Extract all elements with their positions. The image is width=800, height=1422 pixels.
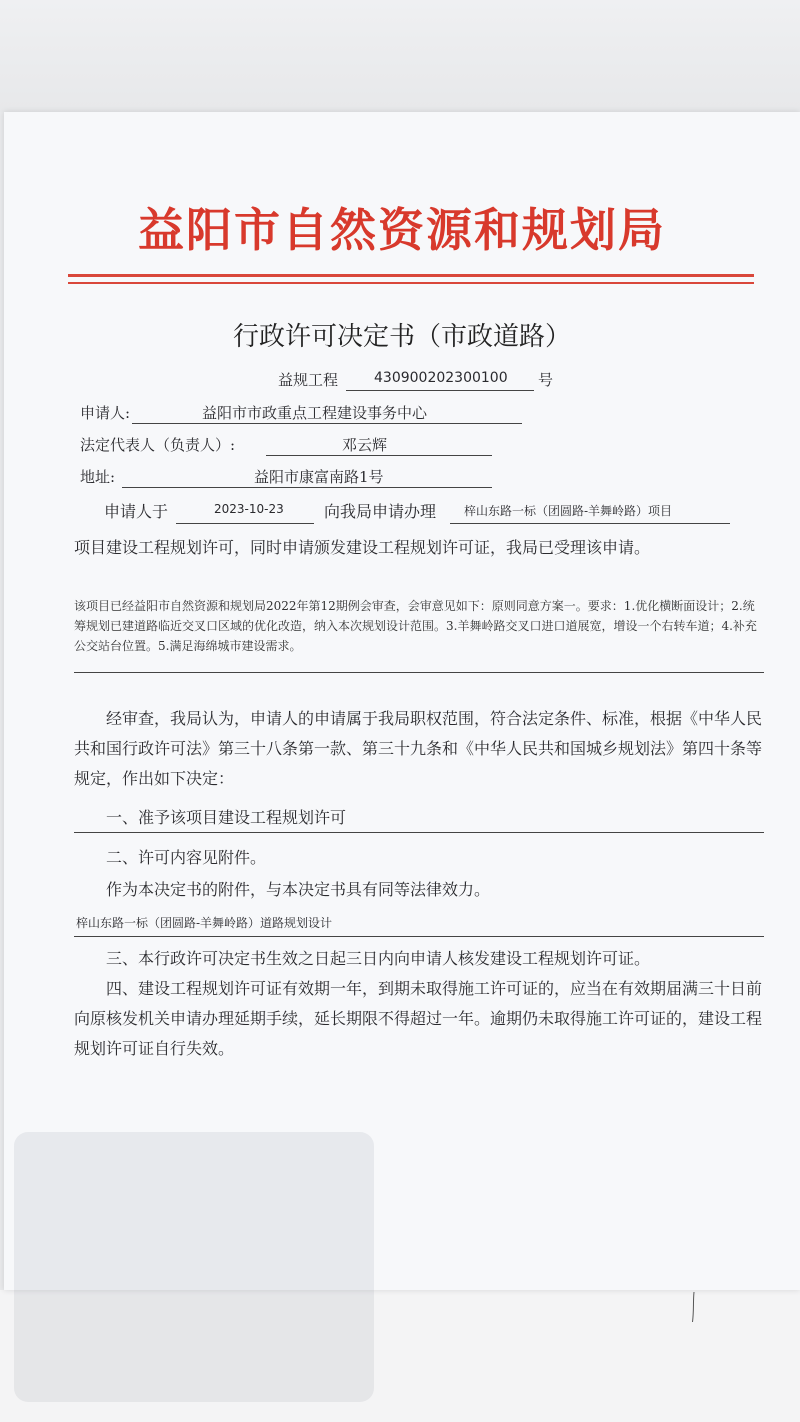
applicant-label: 申请人:: [80, 404, 131, 422]
review-opinion: 该项目已经益阳市自然资源和规划局2022年第12期例会审查，会审意见如下：原则同意方案一。要求：1.优化横断面设计；2.统筹规划已建道路临近交叉口区域的优化改造，纳入本次规划设计范围。3.羊舞岭路交叉口进口道展宽，增设一个右转车道；4.补充公交站台位置。5.满足海绵城市建设需求。: [74, 599, 757, 653]
serial-number: 430900202300100: [374, 370, 508, 386]
application-tail: 项目建设工程规划许可，同时申请颁发建设工程规划许可证，我局已受理该申请。: [74, 538, 651, 557]
serial-suffix: 号: [538, 371, 554, 389]
application-project: 梓山东路一标（团圆路-羊舞岭路）项目: [464, 504, 673, 518]
applicant-underline: [132, 423, 522, 424]
legal-rep-label: 法定代表人（负责人）:: [80, 436, 236, 454]
application-date: 2023-10-23: [214, 502, 284, 516]
document-title: 行政许可决定书（市政道路）: [232, 322, 571, 352]
application-middle: 向我局申请办理: [324, 502, 437, 521]
application-lead: 申请人于: [104, 502, 169, 521]
decision-item-4: 四、建设工程规划许可证有效期一年，到期未取得施工许可证的，应当在有效期届满三十日前向原核发机关申请办理延期手续，延长期限不得超过一年。逾期仍未取得施工许可证的，建设工程规划许可证自行失效。: [74, 979, 763, 1058]
decision-item-1: 一、准予该项目建设工程规划许可: [106, 808, 347, 827]
bureau-name: 益阳市自然资源和规划局: [138, 203, 666, 257]
decision-intro: 经审查，我局认为，申请人的申请属于我局职权范围，符合法定条件、标准，根据《中华人民共和国行政许可法》第三十八条第一款、第三十九条和《中华人民共和国城乡规划法》第四十条等规定，作出如下决定：: [74, 709, 763, 788]
letterhead-rule-thin: [68, 282, 754, 284]
decision-item-3: 三、本行政许可决定书生效之日起三日内向申请人核发建设工程规划许可证。: [106, 949, 651, 968]
application-date-underline: [176, 523, 314, 524]
address-label: 地址:: [80, 468, 116, 486]
address-underline: [122, 487, 492, 488]
document-page: [4, 112, 800, 1290]
decision-item-2: 二、许可内容见附件。: [106, 848, 267, 867]
legal-rep-underline: [266, 455, 492, 456]
attachment-name: 梓山东路一标（团圆路-羊舞岭路）道路规划设计: [76, 916, 333, 930]
pen-mark: [692, 1292, 695, 1322]
application-project-underline: [450, 523, 730, 524]
attachment-underline: [74, 936, 764, 937]
serial-prefix: 益规工程: [278, 371, 339, 389]
opinion-underline: [74, 672, 764, 673]
serial-underline: [346, 390, 534, 391]
background-top: [0, 0, 800, 112]
letterhead-rule-thick: [68, 274, 754, 277]
attachment-note: 作为本决定书的附件，与本决定书具有同等法律效力。: [106, 880, 491, 899]
applicant-value: 益阳市市政重点工程建设事务中心: [202, 404, 428, 422]
shadow-area: [14, 1132, 374, 1402]
legal-rep-value: 邓云辉: [342, 436, 388, 454]
item-1-underline: [74, 832, 764, 833]
address-value: 益阳市康富南路1号: [254, 468, 384, 486]
